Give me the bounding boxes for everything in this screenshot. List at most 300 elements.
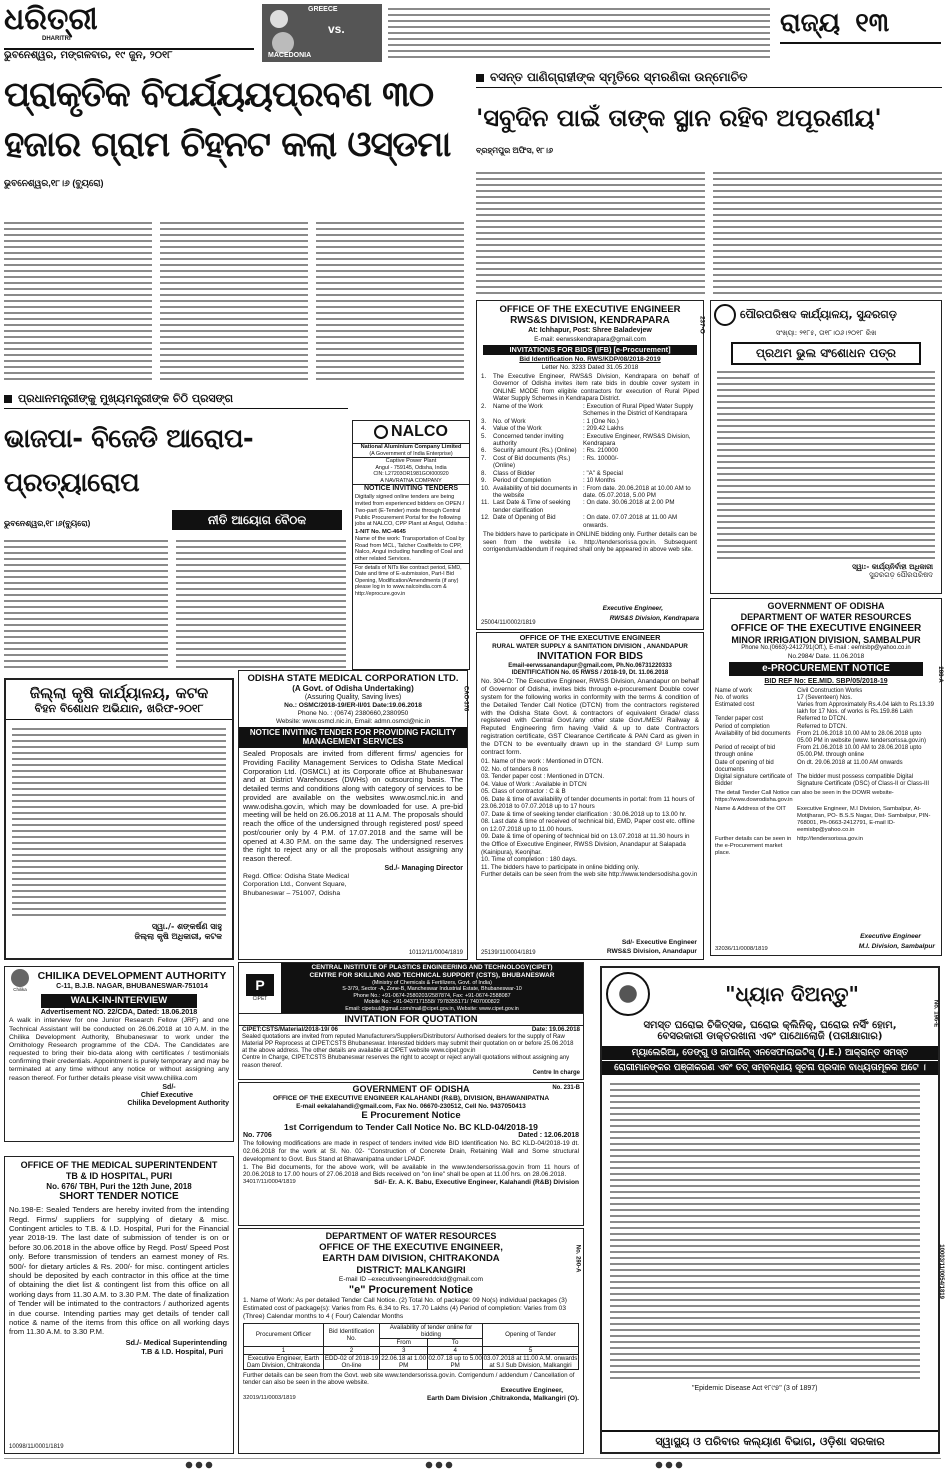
health-sub-2: ବେସରକାରୀ ଡାକ୍ତରଖାନା ଏବଂ ପାଥୋଲୋଜି (ପରୀକ୍ଷାଗାର)	[657, 1031, 883, 1042]
rws-item-label: Concerned tender inviting authority	[493, 432, 564, 447]
politics-body-col-1	[4, 538, 168, 668]
rws-item-row	[481, 499, 699, 514]
cipet-t2: CENTRE FOR SKILLING AND TECHNICAL SUPPORT (CSTS), BHUBANESWAR	[309, 971, 555, 979]
ana-sign: Sd/- Executive Engineer	[621, 939, 697, 947]
registration-marks	[184, 1461, 214, 1469]
nalco-body: Digitally signed online tenders are being invited from experienced bidders on OPEN / Two-part (E-Tender) mode through Central Public Procurement Portal for the following jobs at NALCO, CPP Plant at Angul, Odisha :	[355, 494, 467, 528]
ana-sign-2: RWS&S Division, Anandapur	[606, 948, 697, 956]
kal-footer	[239, 1179, 583, 1187]
sbp-item-label: Period of completion	[715, 723, 770, 730]
cipet-t4: S-3/79, Sector -A, Zone-B, Mancheswar Industrial Estate, Bhubaneswar-10	[342, 986, 522, 993]
chilika-sign-2: Chilika Development Authority	[127, 1100, 229, 1108]
med-sign-2: T.B & I.D. Hospital, Puri	[141, 1346, 223, 1356]
registration-marks	[654, 1461, 684, 1469]
rws-ref: 25004/11/0002/1819	[481, 619, 536, 626]
cipet-logo-text: CIPET	[252, 996, 268, 1002]
chi-t4: DISTRICT: MALKANGIRI	[356, 1264, 466, 1276]
sbp-t4: MINOR IRRIGATION DIVISION, SAMBALPUR	[731, 634, 921, 645]
rws-item-row	[481, 470, 699, 477]
sbp-item-label: No. of works	[715, 694, 749, 701]
poura-title: ପୌରପରିଷଦ କାର୍ଯ୍ୟାଳୟ, ସୁନ୍ଦରଗଡ଼	[740, 308, 897, 321]
chilika-ad	[4, 966, 234, 1142]
rws-item-label: Cost of Bid documents (Rs.) (Online)	[493, 454, 571, 470]
health-band-1: ମ୍ୟାଲେରିଆ, ଡେଙ୍ଗୁ ଓ ଜାପାନିଜ୍ ଏନସେଫାଲାଇଟିସ୍ (J.E.) ଆକ୍ରାନ୍ତ ସମସ୍ତ	[602, 1046, 938, 1060]
municipal-seal-icon	[714, 304, 736, 326]
health-footer: ସ୍ୱାସ୍ଥ୍ୟ ଓ ପରିବାର କଲ୍ୟାଣ ବିଭାଗ, ଓଡ଼ିଶା ସରକାର	[602, 1430, 938, 1452]
chi-th-bid: Bid Identification No.	[324, 1323, 380, 1346]
masthead	[4, 4, 941, 62]
kal-email: E-mail eekalahandi@gmail.com, Fax No. 06670-230512, Cell No. 9437050413	[296, 1102, 526, 1110]
rws-item-no: 10.	[481, 484, 490, 492]
sbp-item-value: Varies from Approximately Rs.4.04 lakh to Rs.13.39 lakh for 17 Nos. of works is Rs.159.86 Lakh	[797, 702, 934, 716]
sports-teaser-text	[388, 6, 770, 58]
nalco-tender-ad	[352, 420, 470, 670]
chitrakonda-ad	[238, 1228, 584, 1454]
ana-item: 02. No. of tenders 8 nos	[481, 765, 549, 773]
cipet-band: INVITATION FOR QUOTATION	[239, 1013, 583, 1026]
ana-title-1: OFFICE OF THE EXECUTIVE ENGINEER	[519, 633, 661, 642]
nalco-logo-icon	[374, 425, 388, 439]
macedonia-flag	[272, 32, 294, 54]
politics-headline: ଭାଜପା- ବିଜେଡି ଆରୋପ-ପ୍ରତ୍ୟାରୋପ	[4, 424, 254, 498]
chi-num-1: 1	[244, 1346, 324, 1354]
chi-email: E-mail ID –executiveengineereddckd@gmail.com	[338, 1275, 484, 1283]
rws-item-no: 12.	[481, 514, 490, 522]
cipet-t7: Email: cipetsul@gmail.com/mail@cipet.gov.in, Website: www.cipet.gov.in	[345, 1005, 519, 1012]
sbp-t1: GOVERNMENT OF ODISHA	[767, 601, 885, 611]
chilika-band: WALK-IN-INTERVIEW	[41, 994, 197, 1007]
right-body-col-1	[476, 170, 705, 294]
osmcl-no: No.: OSMC/2018-19/ER-II/01 Date:19.06.2018	[284, 702, 422, 710]
sbp-item-value: Civil Construction Works	[797, 687, 863, 694]
rws-bid-id: Bid Identification No. RWS/KDP/08/2018-2019	[519, 356, 661, 364]
nalco-addr: Angul - 759145, Odisha, India	[375, 464, 447, 471]
sbp-item-row	[715, 702, 937, 716]
sbp-item-value: The bidder must possess compatible Digital Signature Certificate (DSC) of Class-II or Class-III	[797, 773, 930, 788]
sbp-t2: DEPARTMENT OF WATER RESOURCES	[740, 611, 912, 622]
kal-ref: 34017/11/0004/1819	[243, 1178, 296, 1185]
sbp-item-value: Referred to DTCN.	[797, 723, 848, 730]
rws-email: E-mail: eerwsskendrapara@gmail.com	[534, 335, 646, 343]
chilika-logo	[7, 969, 33, 992]
nalco-cin: CIN: L27203OR1981GOI000920	[373, 471, 449, 478]
health-sub-1: ସମସ୍ତ ଘରୋଇ ଚିକିତ୍ସକ, ଘରୋଇ କ୍ଲିନିକ୍, ଘରୋଇ ନର୍ସିଂ ହୋମ,	[643, 1020, 897, 1031]
top-news-story	[4, 70, 464, 388]
masthead-logo	[4, 4, 114, 44]
rws-item-value: : 1 (One No.)	[583, 417, 619, 425]
kal-side: No. 231-B	[552, 1085, 580, 1091]
kal-t3: E Procurement Notice	[361, 1110, 461, 1122]
cipet-logo-icon: P	[246, 974, 274, 996]
greece-label: GREECE	[308, 6, 338, 13]
politics-story	[4, 392, 348, 670]
sbp-no: No.2984/ Date. 11.06.2018	[787, 652, 865, 660]
rws-kendrapara-ad	[476, 300, 704, 630]
chilika-title: CHILIKA DEVELOPMENT AUTHORITY	[37, 970, 227, 983]
rws-title-2: RWS&S DIVISION, KENDRAPARA	[510, 315, 670, 327]
politics-kicker-row	[4, 392, 348, 409]
chilika-logo-text: Chilika	[13, 987, 27, 992]
rws-item-row	[481, 455, 699, 470]
poura-sign: ସ୍ୱା:- କାର୍ଯ୍ୟନିର୍ବାହୀ ଅଧିକାରୀ	[852, 563, 933, 571]
rws-band: INVITATIONS FOR BIDS (IFB) [e-Procurement]	[483, 345, 697, 356]
krushi-sign-2: ଜିଲ୍ଲା କୃଷି ଅଧିକାରୀ, କଟକ	[134, 931, 222, 941]
rws-item-label: Class of Bidder	[493, 469, 535, 477]
med-body: No.198-E: Sealed Tenders are hereby invited from the intending Regd. Firms/ suppliers for supplying of dietary & misc. Contingent articles to T.B. & I.D. Hospital, Puri for the Financial year 2018-19. The last date of submission of tender is on or before 30.06.2018 in the above office by Regd. Post/ Speed Post only. Before transmission of tenders an earnest money of Rs. 500/- for dietary articles & Rs. 200/- for misc. contingent articles should be deposited by each contractor in this office at the time of obtaining the diet list & contingent list from this office on all working days from 11.30 A.M. to 3.30 P.M. The date of finalization of Tender will be intimated to the contractors / authorized agents in due course. Intending parties may get details of tender call notice & name of the items from this office on all working days from 11.30 A.M. to 3.30 P.M.	[9, 1205, 229, 1337]
kal-sign: Sd/- Er. A. K. Babu, Executive Engineer, Kalahandi (R&B) Division	[374, 1178, 579, 1186]
rws-item-no: 7.	[481, 454, 487, 462]
chilika-adv: Advertisement NO. 22/CDA, Dated: 18.06.2018	[40, 1006, 198, 1016]
osmcl-band: NOTICE INVITING TENDER FOR PROVIDING FACILITY MANAGEMENT SERVICES	[239, 727, 467, 748]
chilika-sign: Chief Executive	[140, 1092, 193, 1100]
cipet-t1: CENTRAL INSTITUTE OF PLASTICS ENGINEERING AND TECHNOLOGY(CIPET)	[311, 964, 553, 971]
poura-sign-2: ସୁନ୍ଦରଗଡ଼ ପୌରପରିଷଦ	[869, 571, 933, 580]
cipet-header	[239, 963, 583, 1013]
rws-item-row	[481, 425, 699, 432]
right-dateline: ବ୍ରହ୍ମପୁର ଅଫିସ, ୧୮।୬	[476, 146, 554, 155]
ana-item: 11. The bidders have to participate in online bidding only.	[481, 863, 640, 871]
cipet-note: Centre In Charge, CIPET:CSTS Bhubaneswar reserves the right to accept or reject any/all quotations without assigning any reason thereof.	[242, 1055, 570, 1069]
ana-email: Email-eerwssanandapur@gmail.com, Ph.No.06731220333	[508, 662, 672, 669]
rws-item-label: Name of the Work	[493, 402, 543, 410]
rws-items	[477, 372, 703, 530]
rws-letter: Letter No. 3233 Dated 31.05.2018	[541, 364, 639, 372]
rws-note: The bidders have to participate in ONLINE bidding only. Further details can be seen from the website i.e. http://tendersorissa.gov.in. Subsequent corrigendum/addendum if required shall only be appeared in above web site.	[483, 531, 697, 554]
sbp-item-row	[715, 724, 937, 731]
sbp-item-label: Digital signature certificate of Bidder	[715, 773, 793, 788]
ana-item: 05. Class of contractor : C & B	[481, 788, 566, 796]
vs-label: vs.	[328, 22, 345, 36]
chi-table	[243, 1323, 579, 1370]
cipet-ad	[238, 962, 584, 1080]
sbp-item-value: 17 (Seventeen) Nos.	[797, 694, 853, 701]
rws-item-label: No. of Work	[493, 417, 526, 425]
section-name: ରାଜ୍ୟ	[780, 8, 841, 38]
ana-item: 01. Name of the work : Mentioned in DTCN.	[481, 758, 604, 765]
cipet-t5: Phone No.: +91-0674-2580203/2587874, Fax: +91-0674-2588087	[353, 992, 511, 999]
sbp-item-value: From 21.06.2018 10.00 AM to 28.06.2018 upto 05.00.PM. through online	[797, 745, 922, 759]
nalco-details: For details of NITs like contract period, EMD, Date and time of E-submission, Part-I Bid Opening, Modification/Amendments (if any) please log in to www.nalcoindia.com & http://eprocure.gov.in	[353, 563, 469, 598]
rws-item-row	[481, 403, 699, 418]
rws-item-no: 6.	[481, 447, 487, 455]
ana-item: 09. Date & time of opening of technical bid on 13.07.2018 at 11.30 hours in the Office of Executive Engineer, RWSS Division, Anandapur at Salapada (Kainipura), Keonjhar.	[481, 833, 690, 856]
sbp-detail: The detail Tender Call Notice can also be seen in the DOWR website-https://www.dowrodisha.gov.in	[715, 790, 894, 804]
politics-tag: ନୀତି ଆୟୋଗ ବୈଠକ	[172, 510, 342, 530]
rws-item-no: 9.	[481, 477, 487, 485]
rws-item-row	[481, 433, 699, 448]
nalco-nit: 1-NIT No. MC-4645	[355, 529, 406, 535]
square-bullet-icon	[4, 395, 12, 403]
rws-item-value: : Execution of Rural Piped Water Supply Schemes in the District of Kendrapara	[583, 402, 694, 418]
nalco-brand: NALCO	[391, 423, 448, 440]
chi-cell-officer: Executive Engineer, Earth Dam Division, Chitrakonda	[244, 1354, 324, 1369]
rws-item-label: Date of Opening of Bid	[493, 514, 556, 522]
sbp-side: 288-A	[936, 666, 943, 683]
chi-th-open: Opening of Tender	[483, 1323, 579, 1346]
osmcl-title: ODISHA STATE MEDICAL CORPORATION LTD.	[247, 673, 459, 684]
kal-no-row	[239, 1132, 583, 1140]
chi-t1: DEPARTMENT OF WATER RESOURCES	[325, 1231, 497, 1241]
osmcl-sign: Sd./- Managing Director	[384, 864, 463, 872]
cipet-body: Sealed quotations are invited from reputed Manufacturers/Suppliers/Distributors/ Authorised dealers for the supply of Raw Material PP Reprocess at CIPET:CSTS Bhubaneswar. Interested bidders may submit their quotation on or before 25.06.2018 at the above address. The other details are available at CIPET website www.cipet.gov.in	[242, 1033, 574, 1055]
ana-item: 07. Date & time of seeking tender clarification : 30.06.2018 up to 13.00 hr.	[481, 810, 687, 818]
health-side-2: 10003/11/0054/1819	[938, 1244, 945, 1299]
nalco-plant: Captive Power Plant	[353, 457, 469, 465]
osmcl-web: Website: www.osmcl.nic.in, Email: admn.osmcl@nic.in	[275, 718, 431, 726]
rws-addr: At: Ichhapur, Post: Shree Baladevjew	[528, 327, 652, 335]
kal-t1: GOVERNMENT OF ODISHA	[352, 1084, 470, 1094]
osmcl-side: CAO-376	[461, 685, 468, 712]
ana-item: 06. Date & time of availability of tender documents in portal: from 11 hours of 23.06.2018 to 07.07.2018 up to 17 hours	[481, 795, 695, 811]
rws-item-no: 4.	[481, 425, 487, 433]
rws-item-label: Security amount (Rs.) (Online)	[493, 447, 577, 455]
body-column-1	[4, 220, 152, 382]
chi-cell-from: 22.06.18 at 1.00 PM	[381, 1354, 427, 1369]
med-ref: 10098/11/0001/1819	[9, 1443, 64, 1450]
chi-num-5: 5	[483, 1346, 579, 1354]
nalco-work: Name of the work: Transportation of Coal by Road from MCL, Talcher Coalfields to CPP, Nalco, Angul including handling of Coal and other related Services.	[355, 535, 465, 563]
poura-sub: ସଂଖ୍ୟା: ୨୧୮୫, ତା୧୮।୦୬।୨୦୧୮ ରିଖ	[775, 329, 877, 337]
rws-item-value: : 10 Months	[583, 477, 616, 485]
health-epidemic: "Epidemic Disease Act ୧୮୯୭" (3 of 1897)	[692, 1385, 818, 1392]
rws-item-value: : On date. 07.07.2018 at 11.00 AM onwards.	[583, 514, 678, 529]
cipet-sign: Centre In charge	[532, 1069, 580, 1076]
ana-item: 10. Time of completion : 180 days.	[481, 856, 577, 864]
chilika-addr: C-11, B.J.B. NAGAR, BHUBANESWAR-751014	[56, 982, 208, 990]
chi-side: No. 290-A	[574, 1244, 581, 1273]
chi-sign-2: Earth Dam Division ,Chitrakonda, Malkangiri (O).	[426, 1394, 579, 1402]
rwss-anandapur-ad	[476, 632, 704, 960]
chi-t2: OFFICE OF THE EXECUTIVE ENGINEER,	[319, 1241, 503, 1253]
cipet-t3: (Ministry of Chemicals & Fertilizers, Govt. of India)	[372, 979, 492, 986]
osmcl-ad	[238, 670, 468, 960]
dateline-bar	[4, 48, 254, 62]
square-bullet-icon	[476, 74, 484, 82]
health-band-2: ରୋଗୀମାନଙ୍କର ପଞ୍ଜୀକରଣ ଏବଂ ତତ୍ ସମ୍ବନ୍ଧୀୟ ସୂଚନା ପ୍ରଦାନ ବାଧ୍ୟତାମୂଳକ ଅଟେ ।	[602, 1061, 938, 1075]
sbp-addr-row	[711, 805, 941, 835]
chi-body: 1. Name of Work: As per detailed Tender Call Notice. (2) Total No. of package: 09 No(s) individual packages (3) Estimated cost of package(s): Varies from Rs. 6.34 to Rs. 17.70 Lakhs (4) Period of completion: Varies from 03 (Three) Calendar months to 4 ( Four) Calendar Months	[243, 1297, 567, 1320]
chi-th-to: To	[428, 1338, 483, 1346]
sbp-addr: Executive Engineer, M.I Division, Sambalpur, At- Motijharan, PO- B.S.S Nagar, Dist- Sambalpur, PIN-768001, Ph-0663-2412791, E-mail ID- eemisbp@yahoo.co.in	[797, 806, 931, 834]
rws-item-value: : Rs. 10000/-	[583, 454, 619, 462]
health-title: "ଧ୍ୟାନ ଦିଅନ୍ତୁ"	[725, 982, 859, 1006]
cipet-ref-no: CIPET:CSTS/Material/2018-19/ 06	[242, 1026, 338, 1034]
krushi-sub: ବିହନ ବିଶୋଧନ ଅଭିଯାନ, ଖରିଫ-୨୦୧୮	[6, 702, 232, 720]
krushi-ad	[4, 678, 234, 960]
sbp-addr-label: Name & Address of the OIT	[715, 806, 786, 813]
sbp-further-label: Further details can be seen in the e-Procurement market place.	[715, 836, 792, 856]
osmcl-sub: (A Govt. of Odisha Undertaking)	[292, 684, 414, 694]
page-footer	[4, 1458, 941, 1470]
nalco-header	[353, 421, 469, 444]
rws-item-no: 1.	[481, 373, 487, 381]
rws-item-label: Availability of bid documents in the website	[493, 484, 578, 500]
sbp-item-row	[715, 774, 937, 788]
krushi-title: ଜିଲ୍ଲା କୃଷି କାର୍ଯ୍ୟାଳୟ, କଟକ	[29, 684, 209, 702]
right-news-body	[476, 170, 942, 294]
registration-marks	[424, 1461, 454, 1469]
chilika-header	[5, 967, 233, 994]
sbp-further: http://tendersorissa.gov.in	[797, 836, 863, 842]
ana-item: 04. Value of Work : Available in DTCN	[481, 780, 587, 788]
logo-text: ଧରିତ୍ରୀ	[4, 2, 98, 37]
chi-num-2: 2	[324, 1346, 380, 1354]
sbp-further-row	[711, 835, 941, 858]
rws-item-no: 5.	[481, 432, 487, 440]
nalco-title: NOTICE INVITING TENDERS	[353, 484, 469, 493]
rws-title-1: OFFICE OF THE EXECUTIVE ENGINEER	[499, 304, 681, 315]
health-side: No. 196-E	[931, 999, 938, 1028]
kal-body: The following modifications are made in respect of tenders invited vide BID Identification No. BC KLD-04/2018-19 dt. 02.06.2018 for the work at Sl. No. 02- "Construction of Concrete Drain, Retaining Wall and Some structural development to Govt. Bus Stand at Bhawanipatna under LPADF.	[243, 1140, 579, 1163]
ana-item: 08. Last date & time of received of technical bid, EMD, Paper cost etc. offline on 12.07.2018 up to 11.00 hours.	[481, 818, 695, 833]
chi-note: Further details can be seen from the Govt. web site www.tendersorissa.gov.in. Corrigendum / addendum / Cancellation of tender can also be seen in the above website.	[243, 1371, 575, 1387]
sbp-item-row	[715, 745, 937, 759]
sbp-sign-2: M.I. Division, Sambalpur	[858, 943, 935, 951]
health-body	[610, 1081, 920, 1381]
rws-item-row	[481, 477, 699, 484]
kal-t4: 1st Corrigendum to Tender Call Notice No. BC KLD-04/2018-19	[284, 1121, 538, 1132]
logo-sub: DHARITRI	[42, 36, 71, 42]
sbp-sign: Executive Engineer	[860, 933, 921, 941]
sbp-item-row	[715, 695, 937, 702]
kal-t2: OFFICE OF THE EXECUTIVE ENGINEER KALAHANDI (R&B), DIVISION, BHAWANIPATNA	[272, 1094, 550, 1102]
nalco-navratna: A NAVRATNA COMPANY	[380, 477, 442, 484]
right-body-col-2	[713, 170, 942, 294]
poura-header	[711, 301, 941, 329]
rws-item-label: The Executive Engineer, RWS&S Division, Kendrapara on behalf of Governor of Odisha invites item rate bids in double cover system in ONLINE MODE from eligible contractors for execution of Rural Piped Water Supply Schemes in Kendrapara District.	[493, 373, 699, 403]
ana-body: No. 304-O: The Executive Engineer, RWSS Division, Anandapur on behalf of Governor of Odisha, invites bids through e-procurement Double cover system for the following works in conformity with the terms & condition of the Detailed Tender Call Notice (DTCN) from the contractors registered with the Odisha State Govt. & contractors of equivalent Grade/ class registered with Central Govt./any other state Govt./MES/ Railway & Reputed Engineering firm having Valid & up to date Contractors registration certificate, GST Clearance Certificate & PAN Card as given in the DTCN to be eventually drawn up in the standard G² Lump sum contract form.	[481, 677, 699, 757]
health-ad	[600, 966, 945, 1454]
odisha-emblem-icon	[606, 972, 650, 1016]
sports-teaser-image	[262, 4, 382, 62]
medsup-ad	[4, 1156, 234, 1454]
rws-sign-2: RWS&S Division, Kendrapara	[609, 615, 699, 623]
chi-band: "e" Procurement Notice	[348, 1283, 474, 1296]
chi-ref: 32019/11/0003/1819	[243, 1394, 296, 1401]
osmcl-phone: Phone No. : (0674) 2380660,2380950	[297, 710, 409, 718]
med-t3: No. 676/ TBH, Puri the 12th June, 2018	[46, 1181, 192, 1191]
sambalpur-ad	[710, 598, 942, 956]
rws-item-row	[481, 514, 699, 529]
osmcl-ref: 10112/11/0004/1819	[408, 949, 463, 956]
chi-num-4: 4	[428, 1346, 483, 1354]
chi-footer	[239, 1395, 583, 1403]
sbp-item-label: Availability of bid documents	[715, 730, 791, 737]
rws-item-value: : 209.42 Lakhs	[583, 425, 624, 433]
sbp-band: e-PROCUREMENT NOTICE	[729, 662, 923, 676]
politics-body-col-2	[176, 538, 346, 668]
kalahandi-ad	[238, 1082, 584, 1226]
right-headline: 'ସବୁଦିନ ପାଇଁ ତାଙ୍କ ସ୍ଥାନ ରହିବ ଅପୂରଣୀୟ'	[476, 104, 882, 132]
sbp-item-row	[715, 760, 937, 774]
chi-th-avail: Availability of tender online for bidding	[380, 1323, 483, 1338]
chilika-logo-icon	[11, 969, 29, 987]
ana-title-2: RURAL WATER SUPPLY & SANITATION DIVISION , ANANDAPUR	[492, 642, 688, 650]
sbp-item-row	[715, 716, 937, 723]
macedonia-label: MACEDONIA	[268, 52, 312, 59]
rws-item-value: : Executive Engineer, RWS&S Division, Kendrapara	[583, 432, 691, 447]
politics-dateline: ଭୁବନେଶ୍ୱର,୧୮।୬(ବ୍ୟୁରୋ)	[4, 519, 91, 528]
med-sign: Sd./- Medical Superintending	[125, 1337, 227, 1347]
body-column-3	[316, 220, 464, 382]
rws-item-value: : Rs. 210000	[583, 447, 619, 455]
med-t2: TB & ID HOSPITAL, PURI	[65, 1170, 173, 1181]
krushi-body	[12, 726, 226, 916]
kal-no: No. 7706	[243, 1132, 272, 1140]
rws-item-label: Period of Completion	[493, 477, 551, 485]
top-dateline: ଭୁବନେଶ୍ୱର,୧୮।୬ (ବ୍ୟୁରୋ)	[4, 178, 104, 188]
sbp-item-value: Referred to DTCN.	[797, 716, 848, 723]
chi-sign: Executive Engineer,	[500, 1386, 563, 1394]
osmcl-sub2: (Assuring Quality, Saving lives)	[304, 693, 402, 701]
sbp-item-row	[715, 688, 937, 695]
cipet-ref-row	[239, 1026, 583, 1033]
sbp-ref: 32036/11/0008/1819	[715, 946, 768, 953]
greece-flag	[270, 10, 288, 28]
rws-item-no: 8.	[481, 469, 487, 477]
cipet-date: Date: 19.06.2018	[531, 1026, 580, 1034]
med-band: SHORT TENDER NOTICE	[59, 1191, 179, 1203]
kal-body-2: 1. The Bid documents, for the above work, will be available in the www.tendersorissa.gov.in from 11 hours of 20.06.2018 to 17.00 hours of 27.06.2018 and Bids received on "on line" shall be open at 11.00 hrs. on 28.06.2018.	[243, 1163, 579, 1179]
rws-item-row	[481, 485, 699, 500]
politics-kicker: ପ୍ରଧାନମନ୍ତ୍ରୀଙ୍କୁ ମୁଖ୍ୟମନ୍ତ୍ରୀଙ୍କ ଚିଠି ପ୍ରସଙ୍ଗ	[18, 392, 234, 405]
ana-ident: IDENTIFICATION No. 05 RWSS / 2018-19, Dt. 11.06.2018	[511, 669, 669, 676]
cipet-logo	[239, 974, 281, 1002]
ana-items	[477, 758, 703, 879]
sbp-item-label: Date of opening of bid documents	[715, 759, 774, 773]
chi-cell-bid: EDD-02 of 2018-19 On-line	[324, 1354, 379, 1369]
osmcl-body: Sealed Proposals are invited from different firms/ agencies for Providing Facility Management Services to Odisha State Medical Corporation Ltd. (OSMCL) at its Corporate office at Bhubaneswar and at District Warehouses (DWHs) on outsourcing basis. The detailed terms and conditions along with category of services to be provided are available on the websites www.osmcl.nic.in and www.odisha.gov.in, which may be downloaded for use. A pre-bid meeting will be held on 26.06.2018 at 11 A.M. The proposals should reach the office of the undersigned through registered post/ speed post/courier only by 4 P.M. of 17.07.2018 and the same will be opened at 4.30 P.M. on the same day. The undersigned reserves the right to reject any or all the proposals without assigning any reason thereof.	[243, 749, 463, 864]
chi-cell-to: 02.07.18 up to 5.00 PM	[428, 1354, 482, 1369]
page-number: ୧୩	[855, 8, 890, 38]
chi-th-officer: Procurement Officer	[244, 1323, 324, 1346]
dateline: ଭୁବନେଶ୍ୱର, ମଙ୍ଗଳବାର, ୧୯ ଜୁନ, ୨୦୧୮	[4, 50, 173, 61]
rws-item-label: Value of the Work	[493, 425, 542, 433]
right-kicker-row	[476, 70, 942, 88]
chi-t3: EARTH DAM DIVISION, CHITRAKONDA	[322, 1253, 500, 1265]
sbp-item-row	[715, 731, 937, 745]
health-header	[602, 968, 938, 1020]
top-headline: ପ୍ରାକୃତିକ ବିପର୍ଯ୍ୟୟପ୍ରବଣ ୩୦ ହଜାର ଗ୍ରାମ ଚିହ୍ନଟ କଲା ଓସ୍‌ଡମା	[4, 75, 451, 165]
ana-item: Further details can be seen from the web site http://www.tendersodisha.gov.in	[481, 871, 698, 879]
ana-title-3: INVITATION FOR BIDS	[537, 650, 643, 662]
poura-body	[717, 369, 935, 559]
rws-item-value: : On date. 30.06.2018 at 2.00 PM	[583, 499, 675, 507]
chi-th-from: From	[380, 1338, 428, 1346]
kal-date: Dated : 12.06.2018	[518, 1132, 579, 1140]
rws-sign: Executive Engineer,	[602, 605, 663, 613]
chi-num-3: 3	[380, 1346, 428, 1354]
sbp-items	[711, 687, 941, 790]
ana-ref: 25139/11/0004/1819	[481, 949, 536, 956]
sbp-bid: BID REF No: EE.MID. SBP/05/2018-19	[764, 678, 888, 686]
rws-item-label: Last Date & Time of seeking tender clarification	[493, 499, 571, 514]
poura-band: ପ୍ରଥମ ଭୁଲ ସଂଶୋଧନ ପତ୍ର	[731, 342, 921, 365]
rws-item-value: : "A" & Special	[583, 469, 623, 477]
sbp-item-label: Estimated cost	[715, 702, 755, 709]
chilika-body: A walk in interview for one Junior Research Fellow (JRF) and one Technical Assistant will be conducted on 26.06.2018 at 10 A.M. in the Chilika Development Authority, Bhubaneswar to work under the Ornithology Research programme of the CDA. The Candidates are requested to bring their bio-data along with certificates / testimonials confirming their credentials. Appointment is purely temporary and may be terminated at any time without any notice or without assigning any reason thereof. For further details please visit www.chilika.com	[9, 1017, 229, 1082]
sbp-item-label: Name of work	[715, 687, 753, 694]
sbp-item-value: From 21.06.2018 10.00 AM to 28.06.2018 upto 05.00 PM in website (www. tendersorissa.gov.in)	[797, 730, 926, 744]
right-news-story	[476, 70, 942, 296]
rws-item-row	[481, 373, 699, 403]
top-news-body	[4, 220, 464, 382]
sbp-item-label: Period of receipt of bid through online	[715, 745, 776, 759]
cipet-t6: Mobile No.: +91-9437171558/ 7978355171/ 7407000822	[364, 999, 500, 1006]
med-t1: OFFICE OF THE MEDICAL SUPERINTENDENT	[20, 1160, 218, 1170]
section-header	[780, 4, 941, 44]
rws-item-row	[481, 447, 699, 454]
